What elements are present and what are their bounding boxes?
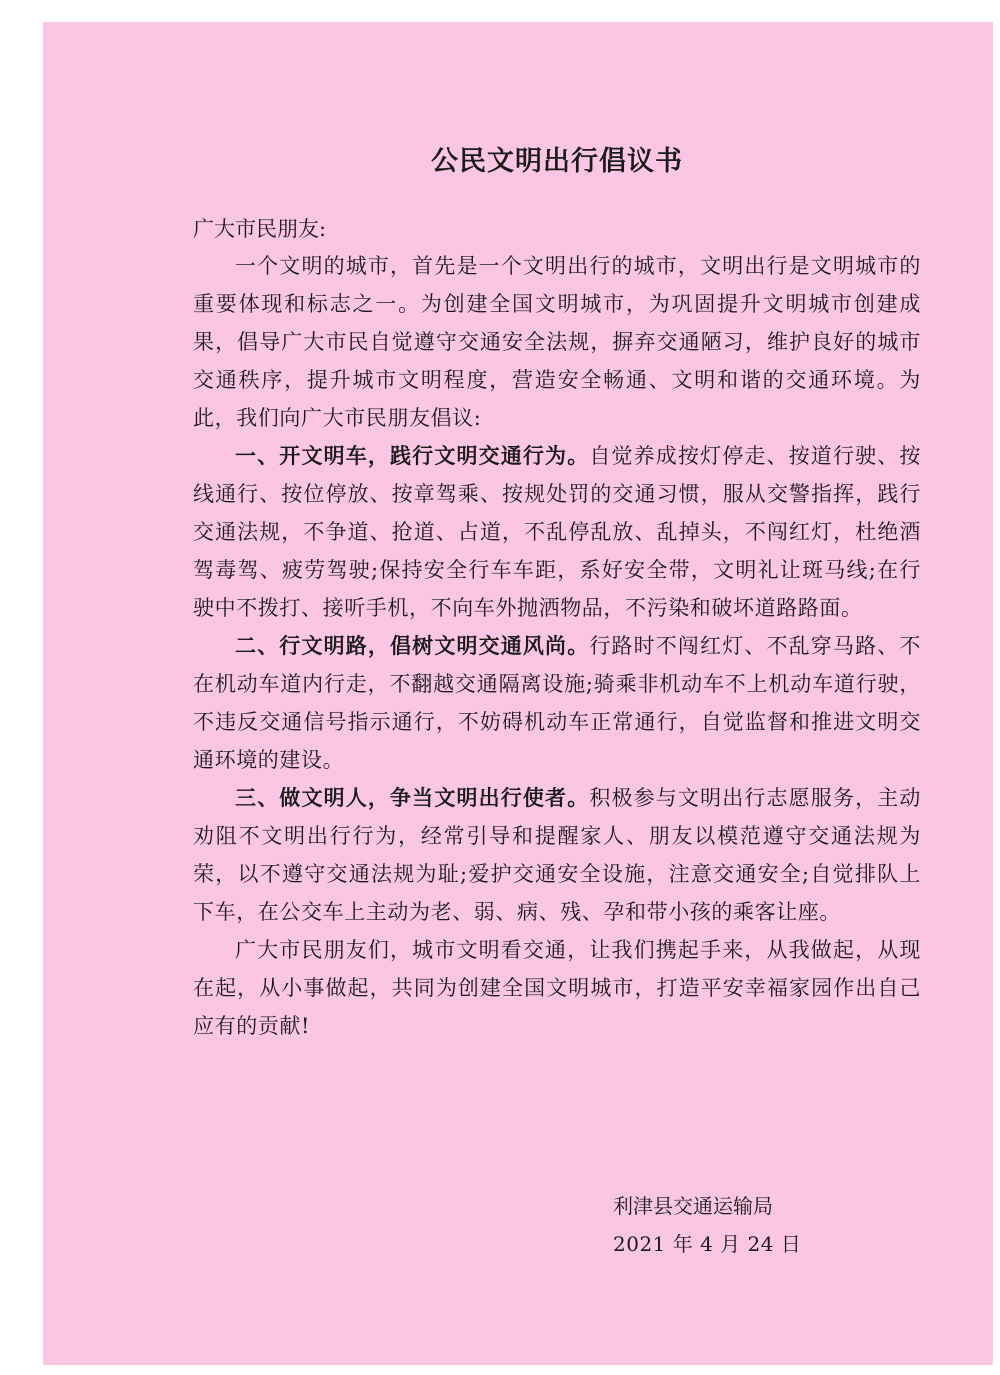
salutation: 广大市民朋友: bbox=[193, 217, 327, 241]
document-page bbox=[43, 22, 993, 1365]
document-title: 公民文明出行倡议书 bbox=[431, 146, 683, 177]
proposal-item-2 bbox=[193, 627, 921, 779]
proposal-item-3 bbox=[193, 779, 921, 931]
intro-paragraph: 一个文明的城市，首先是一个文明出行的城市，文明出行是文明城市的重要体现和标志之一。为创建全国文明城市，为巩固提升文明城市创建成果，倡导广大市民自觉遵守交通安全法规，摒弃交通陋习，维护良好的城市交通秩序，提升城市文明程度，营造安全畅通、文明和谐的交通环境。为此，我们向广大市民朋友倡议: bbox=[193, 254, 921, 430]
proposal-item-2-heading: 二、行文明路，倡树文明交通风尚。 bbox=[235, 634, 590, 658]
proposal-item-3-text: 积极参与文明出行志愿服务，主动劝阻不文明出行行为，经常引导和提醒家人、朋友以模范遵守交通法规为荣，以不遵守交通法规为耻;爱护交通安全设施，注意交通安全;自觉排队上下车，在公交车上主动为老、弱、病、残、孕和带小孩的乘客让座。 bbox=[193, 786, 921, 924]
proposal-item-1-heading: 一、开文明车，践行文明交通行为。 bbox=[235, 444, 590, 468]
signature-organization: 利津县交通运输局 bbox=[613, 1194, 773, 1218]
closing-paragraph: 广大市民朋友们，城市文明看交通，让我们携起手来，从我做起，从现在起，从小事做起，共同为创建全国文明城市，打造平安幸福家园作出自己应有的贡献! bbox=[193, 938, 921, 1038]
proposal-item-2-text: 行路时不闯红灯、不乱穿马路、不在机动车道内行走，不翻越交通隔离设施;骑乘非机动车不上机动车道行驶，不违反交通信号指示通行，不妨碍机动车正常通行，自觉监督和推进文明交通环境的建设。 bbox=[193, 634, 921, 772]
proposal-item-1-text: 自觉养成按灯停走、按道行驶、按线通行、按位停放、按章驾乘、按规处罚的交通习惯，服从交警指挥，践行交通法规，不争道、抢道、占道，不乱停乱放、乱掉头，不闯红灯，杜绝酒驾毒驾、疲劳驾驶;保持安全行车车距，系好安全带，文明礼让斑马线;在行驶中不拨打、接听手机，不向车外抛洒物品，不污染和破坏道路路面。 bbox=[193, 444, 921, 620]
signature-date: 2021 年 4 月 24 日 bbox=[613, 1232, 802, 1256]
proposal-item-1 bbox=[193, 437, 921, 627]
document-body bbox=[193, 247, 921, 1045]
proposal-item-3-heading: 三、做文明人，争当文明出行使者。 bbox=[235, 786, 590, 810]
signature-block bbox=[613, 1187, 863, 1263]
